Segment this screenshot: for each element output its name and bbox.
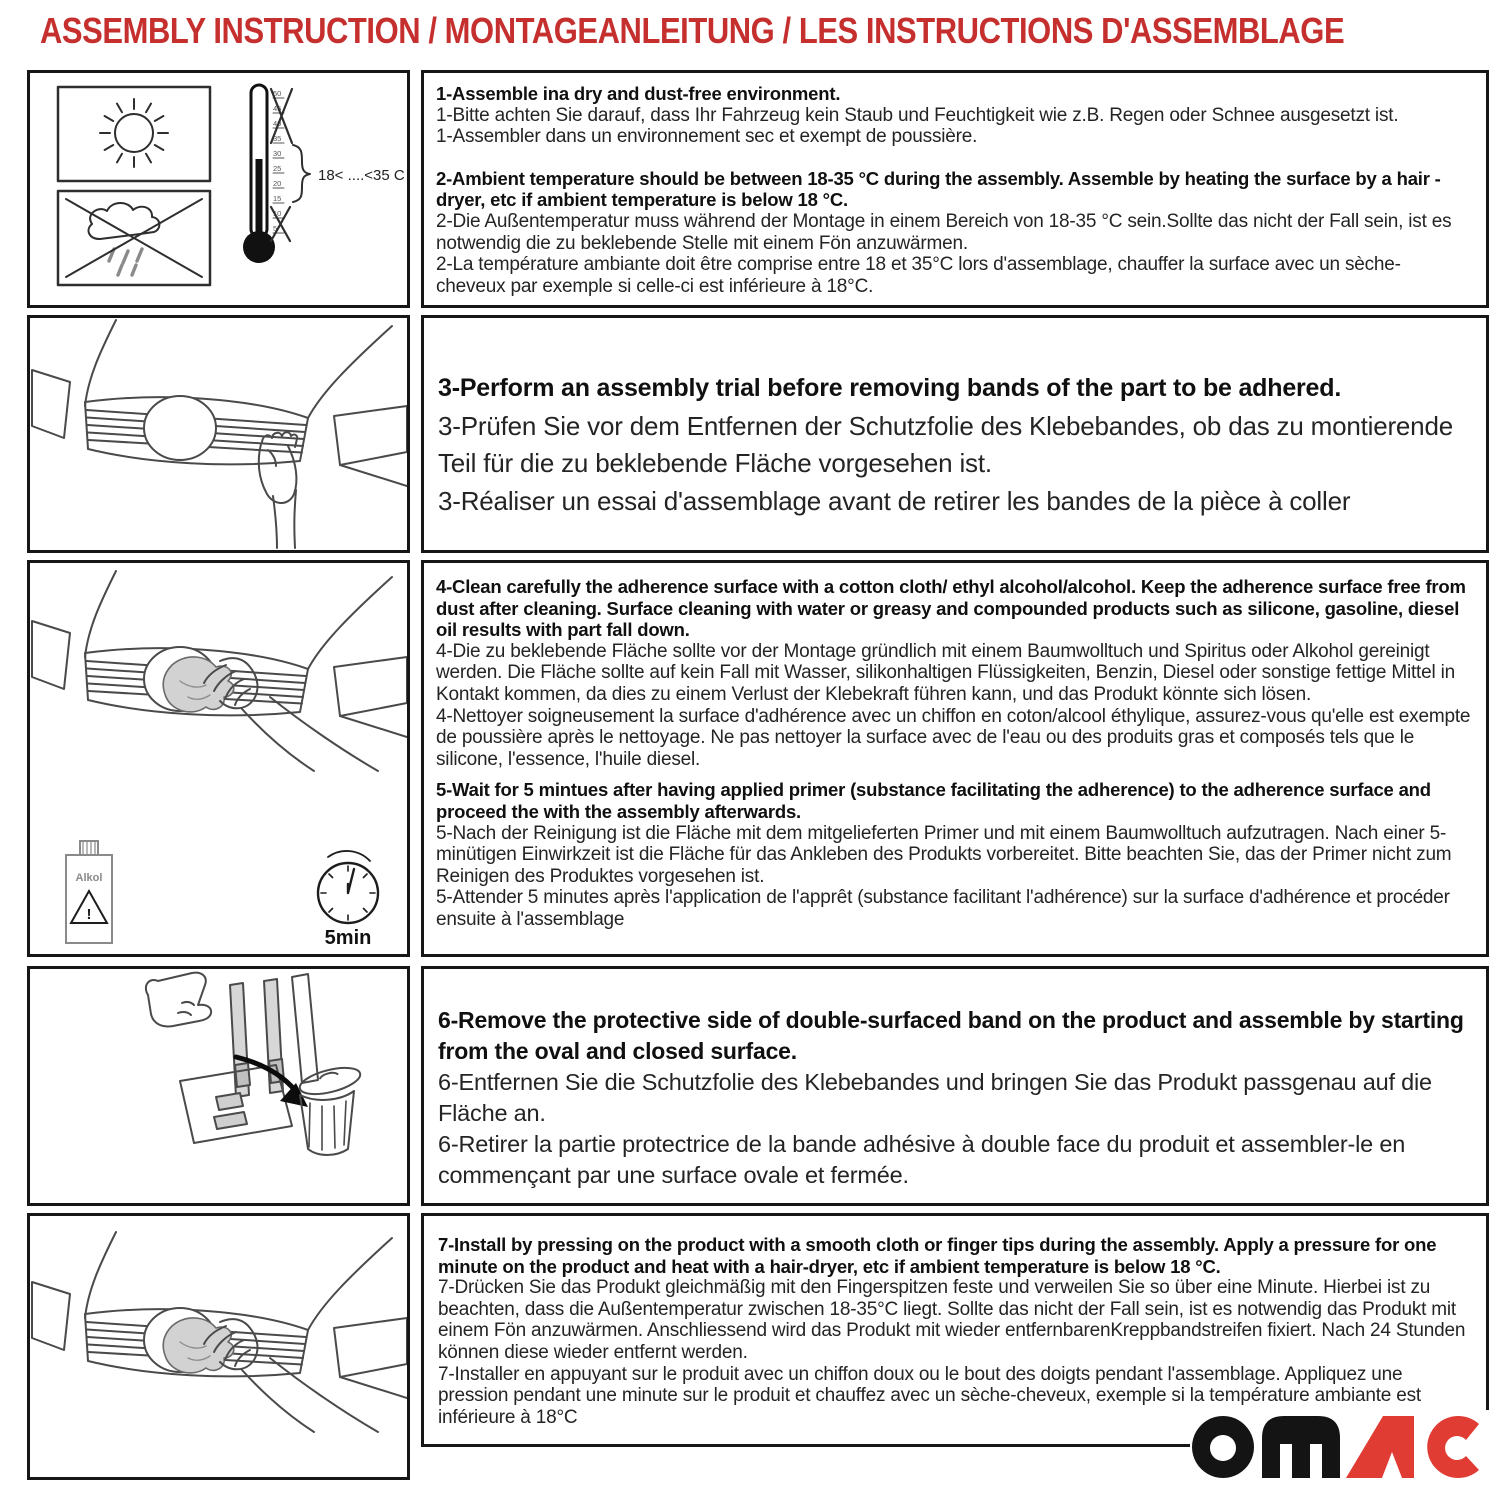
trash-can-icon bbox=[297, 1063, 362, 1155]
warning-triangle-icon bbox=[71, 891, 107, 923]
no-rain-icon bbox=[66, 199, 202, 277]
logo-letter-m bbox=[1262, 1416, 1340, 1478]
illustration-pressing bbox=[27, 1213, 410, 1480]
clock-duration-label: 5min bbox=[324, 927, 372, 949]
paragraph-spacer bbox=[436, 148, 1468, 168]
instruction-paragraph: 6-Remove the protective side of double-surfaced band on the product and assemble by starting from the oval and closed surface. bbox=[438, 1007, 1464, 1064]
alcohol-bottle-label: Alkol bbox=[75, 872, 103, 884]
paragraph-spacer bbox=[436, 770, 1474, 779]
instruction-paragraph: 6-Retirer la partie protectrice de la bande adhésive à double face du produit et assembler-le en commençant par une surface ovale et fermée. bbox=[438, 1131, 1406, 1188]
car-grille-icon bbox=[32, 571, 407, 737]
instruction-paragraph: 1-Assemble ina dry and dust-free environment. bbox=[436, 83, 841, 104]
instruction-paragraph: 7-Install by pressing on the product with a smooth cloth or finger tips during the assembly. Apply a pressure for one minute on the product and heat with a hair-dryer, etc if ambient temperature is below 18 °C. bbox=[438, 1234, 1437, 1277]
thermometer-tick-label: 10 bbox=[273, 209, 282, 218]
logo-letter-o bbox=[1192, 1416, 1254, 1478]
instructions-step-1-2 bbox=[421, 70, 1489, 308]
sun-icon bbox=[100, 99, 168, 167]
instruction-paragraph: 7-Drücken Sie das Produkt gleichmäßig mit den Fingerspitzen feste und verweilen Sie so über eine Minute. Hierbei ist zu beachten, dass die Außentemperatur zwischen 18-35°C liegt. Sollte das nicht der Fall sein, ist es notwendig das Produkt mit einem Fön anzuwärmen. Anschliessend wird das Produkt mit wieder entfernbarenKreppbandstreifen fixiert. Nach 24 Stunden können diese wieder entfernt werden. bbox=[438, 1277, 1466, 1363]
pressing-illustration bbox=[30, 1216, 407, 1477]
backing-sheet bbox=[292, 974, 318, 1083]
instructions-step-3 bbox=[421, 315, 1489, 553]
instruction-paragraph: 6-Entfernen Sie die Schutzfolie des Klebebandes und bringen Sie das Produkt passgenau auf die Fläche an. bbox=[438, 1069, 1432, 1126]
thermometer-tick-label: 40 bbox=[273, 119, 282, 128]
brace-icon bbox=[293, 145, 310, 202]
thermometer-tick-label: 45 bbox=[273, 104, 282, 113]
omac-logo bbox=[1190, 1410, 1492, 1480]
instructions-step-4-5 bbox=[421, 560, 1489, 957]
instruction-paragraph: 1-Bitte achten Sie darauf, dass Ihr Fahrzeug kein Staub und Feuchtigkeit wie z.B. Regen oder Schnee ausgesetzt ist. bbox=[436, 104, 1399, 126]
page-title: ASSEMBLY INSTRUCTION / MONTAGEANLEITUNG / LES INSTRUCTIONS D'ASSEMBLAGE bbox=[40, 10, 1345, 51]
illustration-climate-conditions bbox=[27, 70, 410, 308]
thermometer-tick-label: 15 bbox=[273, 194, 282, 203]
omac-logo-graphic bbox=[1190, 1410, 1492, 1480]
instruction-paragraph: 5-Wait for 5 mintues after having applied primer (substance facilitating the adherence) to the adherence surface and proceed the with the assembly afterwards. bbox=[436, 779, 1431, 822]
thermometer-tick-label: 30 bbox=[273, 149, 282, 158]
protective-band-strips bbox=[230, 979, 284, 1097]
instruction-paragraph: 7-Installer en appuyant sur le produit avec un chiffon doux ou le bout des doigts pendant l'assemblage. Appliquez une pression pendant une minute sur le produit et chauffez avec un sèche-cheveux, exemple si la température ambiante est inférieure à 18°C bbox=[438, 1363, 1421, 1428]
clock-icon bbox=[318, 851, 378, 949]
illustration-assembly-trial bbox=[27, 315, 410, 553]
thermometer-icon bbox=[243, 85, 405, 263]
svg-text:!: ! bbox=[86, 906, 92, 923]
thermometer-tick-label: 5 bbox=[273, 224, 278, 233]
instruction-paragraph: 2-Die Außentemperatur muss während der Montage in einem Bereich von 18-35 °C sein.Sollte das nicht der Fall sein, ist es notwendig die zu beklebende Stelle mit einem Fön anzuwärmen. bbox=[436, 210, 1452, 254]
car-grille-icon bbox=[32, 320, 407, 486]
instructions-step-6 bbox=[421, 966, 1489, 1206]
thermometer-tick-label: 50 bbox=[273, 89, 282, 98]
instruction-paragraph: 4-Clean carefully the adherence surface with a cotton cloth/ ethyl alcohol/alcohol. Keep the adherence surface free from dust after cleaning. Surface cleaning with water or greasy and compounded products such as silicone, gasoline, diesel oil results with part fall down. bbox=[436, 576, 1466, 641]
car-grille-icon bbox=[32, 1232, 407, 1398]
illustration-band-removal bbox=[27, 966, 410, 1206]
instruction-paragraph: 1-Assembler dans un environnement sec et exempt de poussière. bbox=[436, 126, 978, 148]
instruction-paragraph: 5-Nach der Reinigung ist die Fläche mit dem mitgelieferten Primer und mit einem Baumwolltuch aufzutragen. Nach einer 5-minütigen Einwirkzeit ist die Fläche für das Ankleben des Produkts vorbereitet. Bitte beachten Sie, das der Primer nicht zum Reinigen des Produktes vorgesehen ist. bbox=[436, 822, 1452, 887]
tape-removal-illustration bbox=[30, 969, 407, 1203]
instruction-paragraph: 3-Perform an assembly trial before removing bands of the part to be adhered. bbox=[438, 374, 1342, 402]
instruction-paragraph: 4-Nettoyer soigneusement la surface d'adhérence avec un chiffon en coton/alcool éthylique, assurez-vous qu'elle est exempte de poussière après le nettoyage. Ne pas nettoyer la surface avec de l'eau ou des produits gras et composés tels que le silicone, l'essence, l'huile diesel. bbox=[436, 705, 1471, 770]
logo-letter-a bbox=[1346, 1416, 1414, 1478]
climate-illustration bbox=[30, 73, 407, 305]
hand-icon bbox=[146, 973, 211, 1027]
alcohol-bottle-icon bbox=[66, 841, 112, 943]
logo-letter-c bbox=[1427, 1416, 1479, 1478]
car-grille-trial-illustration bbox=[30, 318, 407, 550]
thermometer-tick-label: 35 bbox=[273, 134, 282, 143]
temperature-range-label: 18< ....<35 C bbox=[318, 167, 405, 184]
instruction-paragraph: 3-Prüfen Sie vor dem Entfernen der Schutzfolie des Klebebandes, ob das zu montierende Teil für die zu beklebende Fläche vorgesehen ist. bbox=[438, 410, 1453, 478]
illustration-cleaning bbox=[27, 560, 410, 957]
instruction-paragraph: 2-Ambient temperature should be between 18-35 °C during the assembly. Assemble by heating the surface by a hair -dryer, etc if ambient temperature is below 18 °C. bbox=[436, 167, 1441, 211]
cleaning-illustration bbox=[30, 563, 407, 954]
thermometer-tick-label: 20 bbox=[273, 179, 282, 188]
instruction-paragraph: 5-Attender 5 minutes après l'application de l'apprêt (substance facilitant l'adhérence) sur la surface d'adhérence et procéder ensuite à l'assemblage bbox=[436, 887, 1450, 930]
instruction-paragraph: 4-Die zu beklebende Fläche sollte vor der Montage gründlich mit einem Baumwolltuch und Spiritus oder Alkohol gereinigt werden. Die Fläche sollte auf kein Fall mit Wasser, silikonhaltigen Flüssigkeiten, Benzin, Diesel oder sonstige fettige Mittel in Kontakt kommen, da dies zu einem Verlust der Klebekraft führen kann, und das Produkt könnte sich lösen. bbox=[436, 640, 1455, 705]
instruction-paragraph: 2-La température ambiante doit être comprise entre 18 et 35°C lors d'assemblage, chauffer la surface avec un sèche-cheveux par exemple si celle-ci est inférieure à 18°C. bbox=[436, 254, 1401, 297]
thermometer-tick-label: 25 bbox=[273, 164, 282, 173]
instruction-paragraph: 3-Réaliser un essai d'assemblage avant de retirer les bandes de la pièce à coller bbox=[438, 485, 1351, 516]
